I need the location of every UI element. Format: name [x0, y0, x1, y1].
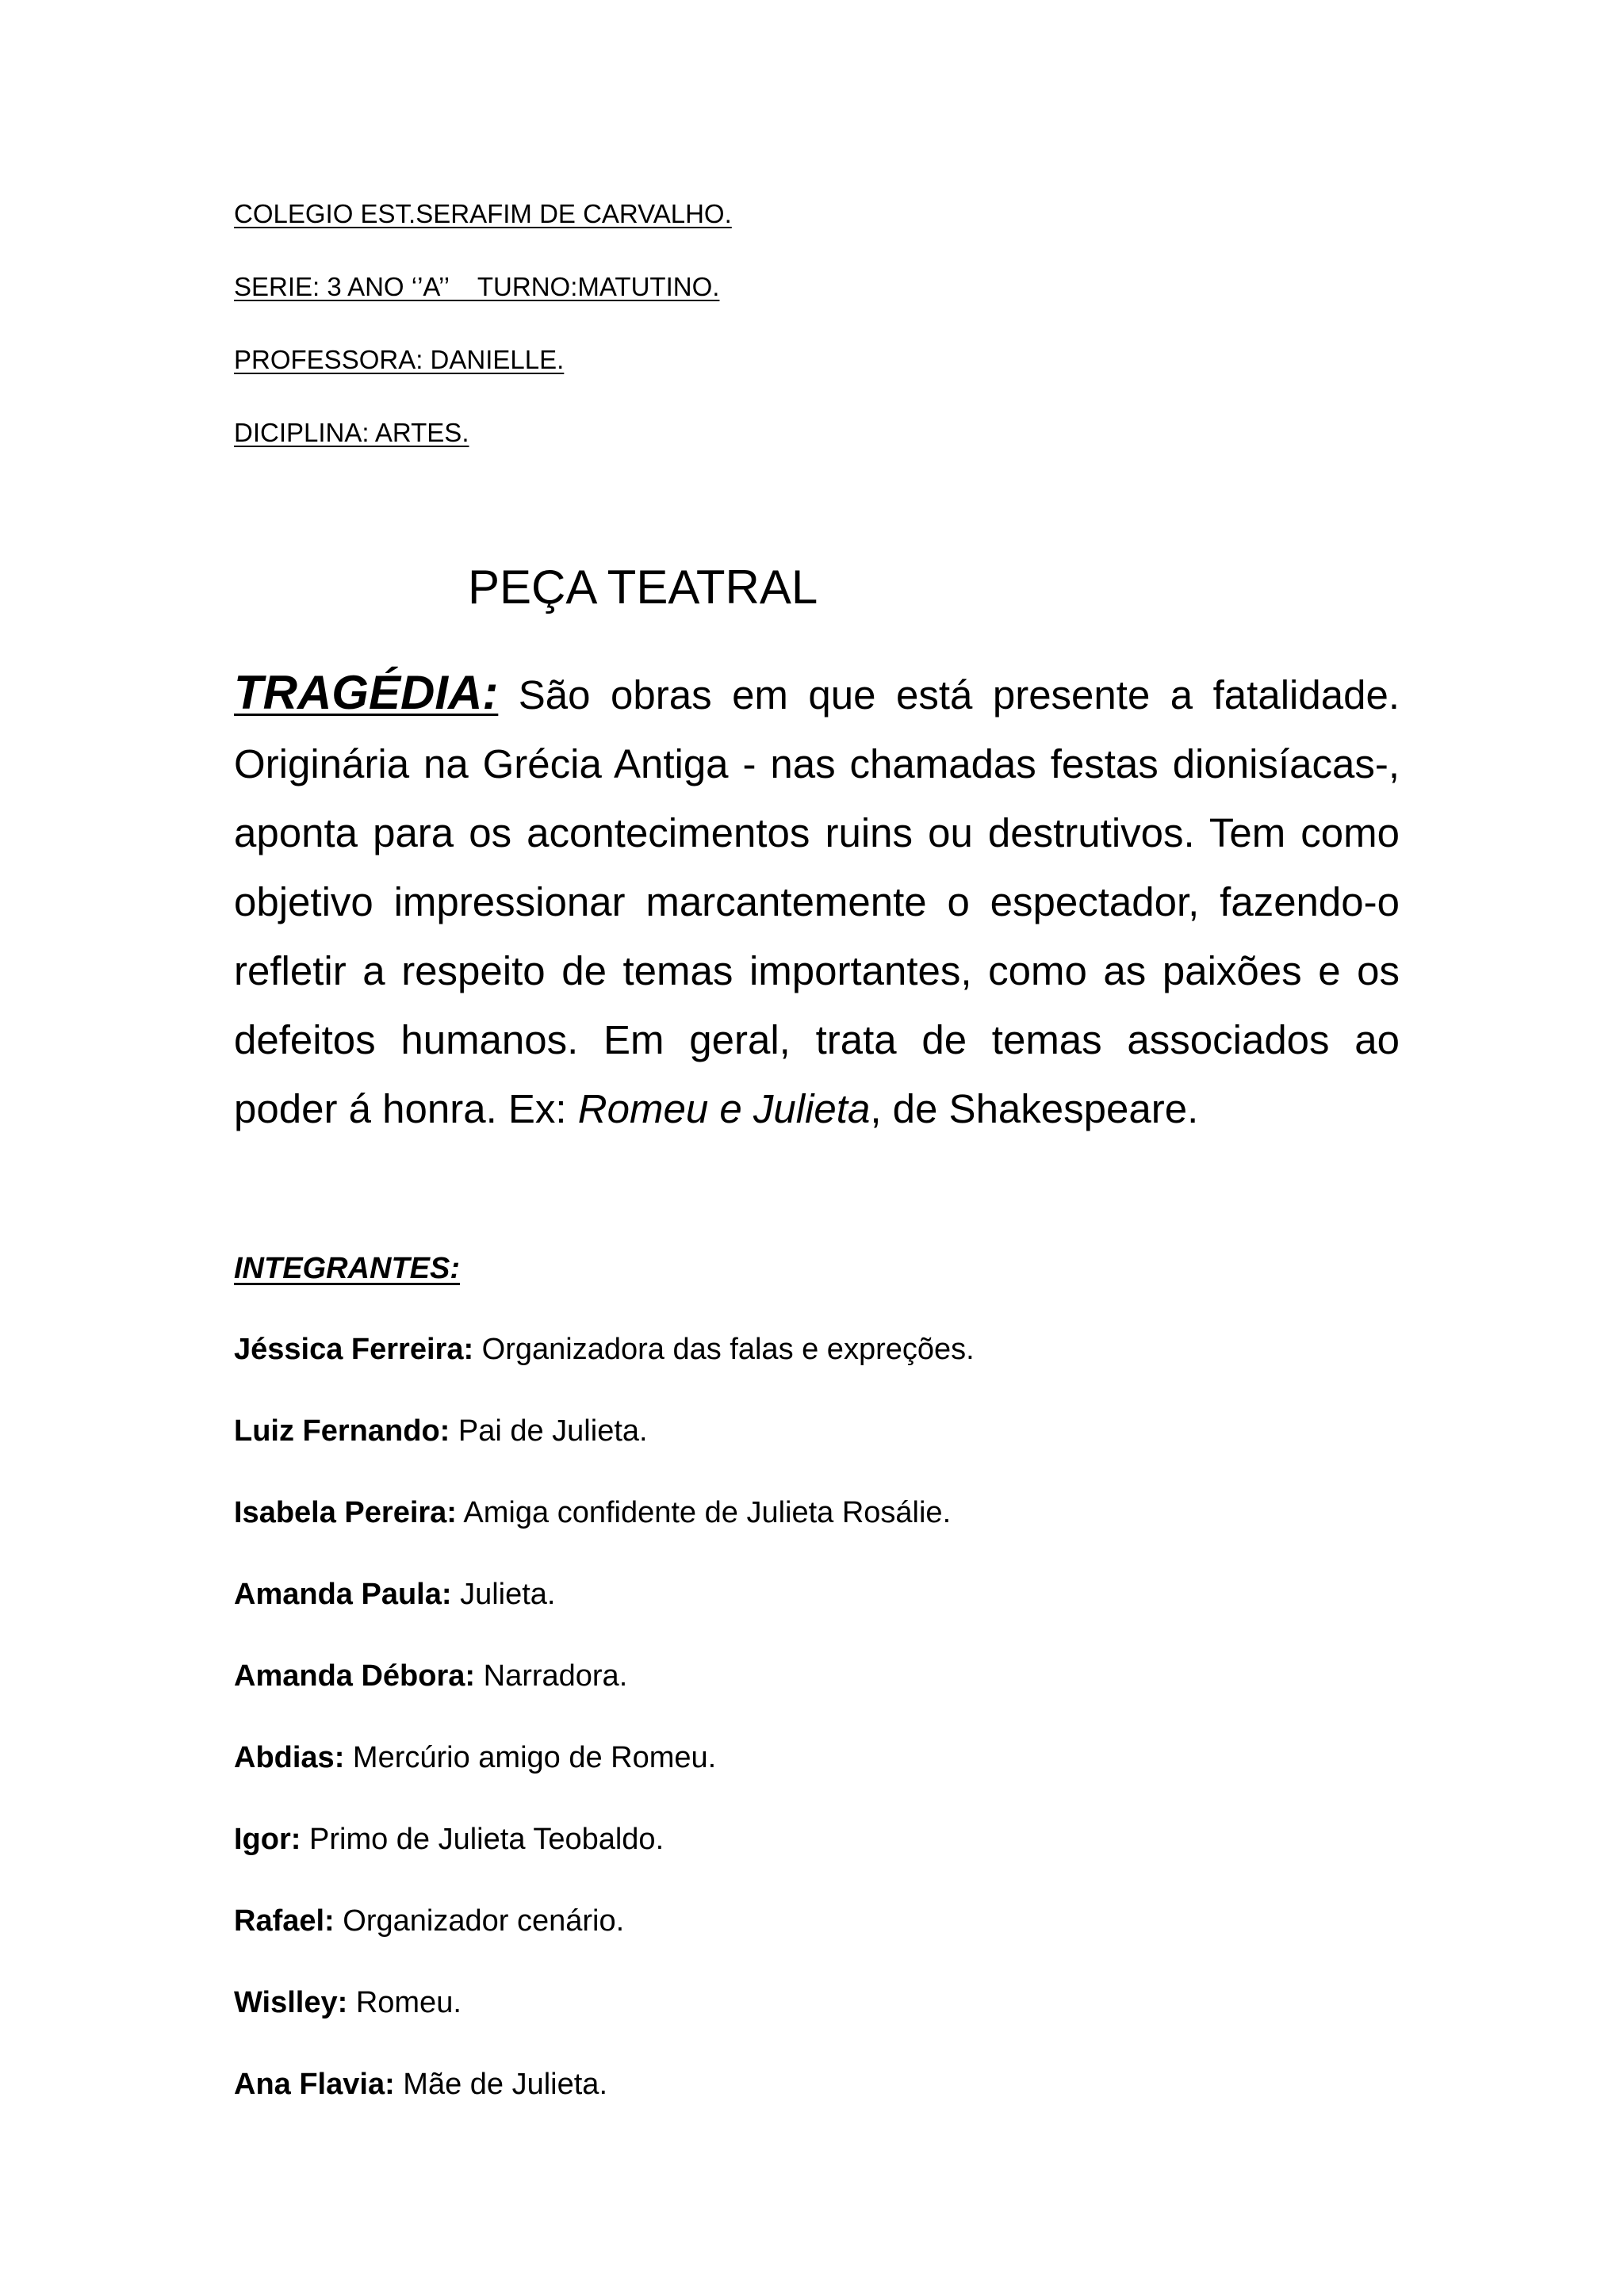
member-item — [234, 1493, 1423, 1533]
tragedy-text-before: São obras em que está presente a fatalidade. Originária na Grécia Antiga - nas chamadas festas dionisíacas-, aponta para os acontecimentos ruins ou destrutivos. Tem como objetivo impressionar marcantemente o espectador, fazendo-o refletir a respeito de temas importantes, como as paixões e os defeitos humanos. Em geral, trata de temas associados ao poder á honra. Ex: — [234, 672, 1400, 1131]
member-role: Organizadora das falas e expreções. — [473, 1333, 975, 1366]
tragedy-term: TRAGÉDIA: — [234, 666, 499, 719]
member-item — [234, 2064, 1423, 2104]
tragedy-text-after: , de Shakespeare. — [870, 1086, 1199, 1131]
series-shift: SERIE: 3 ANO ‘’A’’ TURNO:MATUTINO. — [234, 272, 720, 301]
member-name: Amanda Débora: — [234, 1659, 476, 1693]
member-name: Isabela Pereira: — [234, 1496, 457, 1529]
member-role: Romeu. — [347, 1986, 462, 2019]
member-item — [234, 1901, 1423, 1941]
member-name: Igor: — [234, 1823, 301, 1856]
teacher-name: PROFESSORA: DANIELLE. — [234, 345, 565, 374]
members-section — [234, 1249, 1423, 2146]
member-name: Abdias: — [234, 1741, 345, 1774]
page-title: PEÇA TEATRAL — [468, 561, 818, 614]
members-heading: INTEGRANTES: — [234, 1252, 460, 1285]
member-name: Jéssica Ferreira: — [234, 1333, 474, 1366]
member-role: Primo de Julieta Teobaldo. — [301, 1823, 665, 1856]
tragedy-paragraph — [234, 658, 1400, 1143]
member-name: Rafael: — [234, 1904, 335, 1938]
member-item — [234, 1575, 1423, 1614]
member-role: Pai de Julieta. — [450, 1414, 648, 1448]
member-name: Ana Flavia: — [234, 2068, 395, 2101]
document-header — [234, 198, 1423, 490]
member-role: Mãe de Julieta. — [394, 2068, 607, 2101]
member-name: Amanda Paula: — [234, 1578, 452, 1611]
member-name: Wislley: — [234, 1986, 348, 2019]
member-item — [234, 1656, 1423, 1696]
member-item — [234, 1738, 1423, 1777]
member-role: Mercúrio amigo de Romeu. — [344, 1741, 717, 1774]
member-item — [234, 1411, 1423, 1451]
member-role: Amiga confidente de Julieta Rosálie. — [456, 1496, 952, 1529]
member-role: Julieta. — [451, 1578, 556, 1611]
member-item — [234, 1983, 1423, 2022]
member-name: Luiz Fernando: — [234, 1414, 450, 1448]
member-item — [234, 1330, 1423, 1369]
school-name: COLEGIO EST.SERAFIM DE CARVALHO. — [234, 199, 732, 228]
member-item — [234, 1820, 1423, 1859]
member-role: Narradora. — [475, 1659, 628, 1693]
member-role: Organizador cenário. — [334, 1904, 625, 1938]
subject-name: DICIPLINA: ARTES. — [234, 418, 469, 447]
tragedy-work-title: Romeu e Julieta — [577, 1086, 871, 1131]
